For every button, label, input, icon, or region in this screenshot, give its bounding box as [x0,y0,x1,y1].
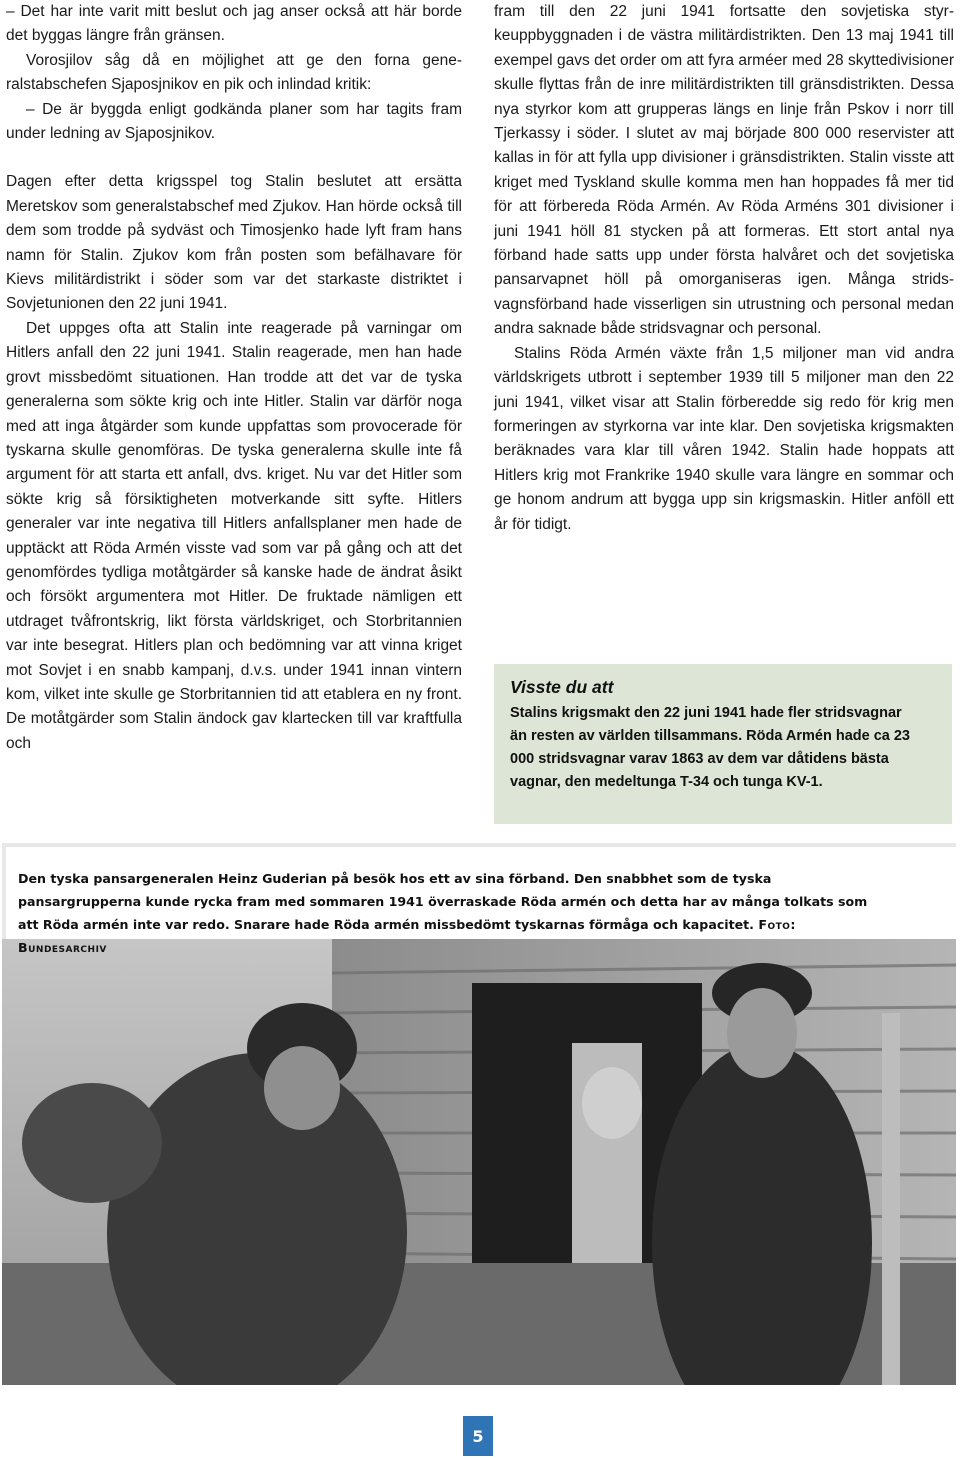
fact-box-body: Stalins krigsmakt den 22 juni 1941 hade fler stridsvagnar än resten av världen tillsammans. Röda Armén hade ca 23 000 stridsvagnar varav 1863 av dem var dåtidens bästa vagnar, den medeltunga T-34 och tunga KV-1. [510,705,910,790]
body-paragraph: Vorosjilov såg då en möjlighet att ge den forna generalstabschefen Sjaposjnikov en pik och inlindad kritik: [6,51,462,94]
body-paragraph: Stalins Röda Armén växte från 1,5 miljoner man vid andra världskrigets utbrott i september 1939 till 5 miljoner man den 22 juni 1941, vilket visar att Stalin förberedde sig redo för krig men formeringen av styrkorna var inte klar. Den sovjetiska krigsmakten beräknades vara klar till våren 1942. Stalin hade hoppats att Hitlers krig mot Frankrike 1940 skulle vara längre en sommar och ge honom andrum att bygga upp sin krigsmaskin. Hitler anföll ett år för tidigt. [494,344,954,533]
body-paragraph: – De är byggda enligt godkända planer som har tagits fram under ledning av Sjaposjnikov. [6,100,462,143]
fact-box [494,664,952,824]
body-paragraph: fram till den 22 juni 1941 fortsatte den sovjetiska styrkeuppbyggnaden i de västra militärdistrikten. Den 13 maj 1941 till exempel gavs det order om att fyra arméer med 28 skyttedivisioner skulle flyttas från de inre militärdistrikten till gränsdistrikten. Dessa nya styrkor kom att grupperas längs en linje från Pskov i norr till Tjerkassy i söder. I slutet av maj började 800 000 reservister att kallas in för att fylla upp divisioner i gränsdistrikten. Stalin visste att kriget med Tyskland skulle komma men han hoppades få mer tid för att förbereda Röda Armén. Av Röda Arméns 301 divisioner i juni 1941 höll 81 stycken på att formeras. Ett stort antal nya förband hade satts upp under första halvåret och det sovjetiska pansarvapnet höll på omorganiseras igen. Många stridsvagnsförband hade visserligen sin utrustning och personal medan andra saknade både stridsvagnar och personal. [494,3,954,338]
body-paragraph: – Det har inte varit mitt beslut och jag anser också att här borde det byggas längre från gränsen. [6,3,462,45]
caption-text: Den tyska pansargeneralen Heinz Guderian på besök hos ett av sina förband. Den snabbhet som de tyska pansargrupperna kunde rycka fram med sommaren 1941 överraskade Röda armén och detta har av många tolkats som att Röda armén inte var redo. Snarare hade Röda armén missbedömt tyskarnas förmåga och kapacitet. [18,871,868,932]
body-paragraph: Det uppges ofta att Stalin inte reagerade på varningar om Hitlers anfall den 22 juni 1941. Stalin reagerade, men han hade grovt missbedömt situationen. Han trodde att det var de tyska generalerna som sökte krig och inte Hitler. Stalin var därför noga med att inga åtgärder som kunde uppfattas som provocerade för tyskarna skulle genomföras. De tyska generalerna skulle inte få argument för att starta ett anfall, dvs. kriget. Nu var det Hitler som sökte krig så försiktigheten motverkande sitt syfte. Hitlers generaler var inte negativa till Hitlers anfallsplaner men hade de upptäckt att Röda Armén visste vad som var på gång och att det genomfördes tydliga motåtgärder så kanske hade de ändrat åsikt och försökt argumentera mot Hitler. De fruktade nämligen ett utdraget tvåfrontskrig, likt första världskriget, och Storbritannien var inte besegrat. Hitlers plan och bedömning var att vinna kriget mot Sovjet i en snabb kampanj, d.v.s. under 1941 innan vintern kom, vilket inte skulle ge Storbritannien tid att etablera en ny front. De motåtgärder som Stalin ändock gav klartecken till var kraftfulla och [6,319,462,752]
fact-box-title: Visste du att [510,677,614,697]
left-column [6,0,462,756]
right-column [494,0,954,537]
page-number: 5 [463,1416,493,1456]
photo-credit: Foto: Bundesarchiv [18,917,796,955]
body-paragraph: Dagen efter detta krigsspel tog Stalin beslutet att ersätta Meretskov som generalstabschef med Zjukov. Han hörde också till dem som trodde på sydväst och Timosjenko hade lyft fram hans namn för Stalin. Zjukov kom från posten som befälhavare för Kievs militärdistrikt i söder som var det starkaste distriktet i Sovjetunionen den 22 juni 1941. [6,173,462,313]
photo-caption [2,843,956,955]
